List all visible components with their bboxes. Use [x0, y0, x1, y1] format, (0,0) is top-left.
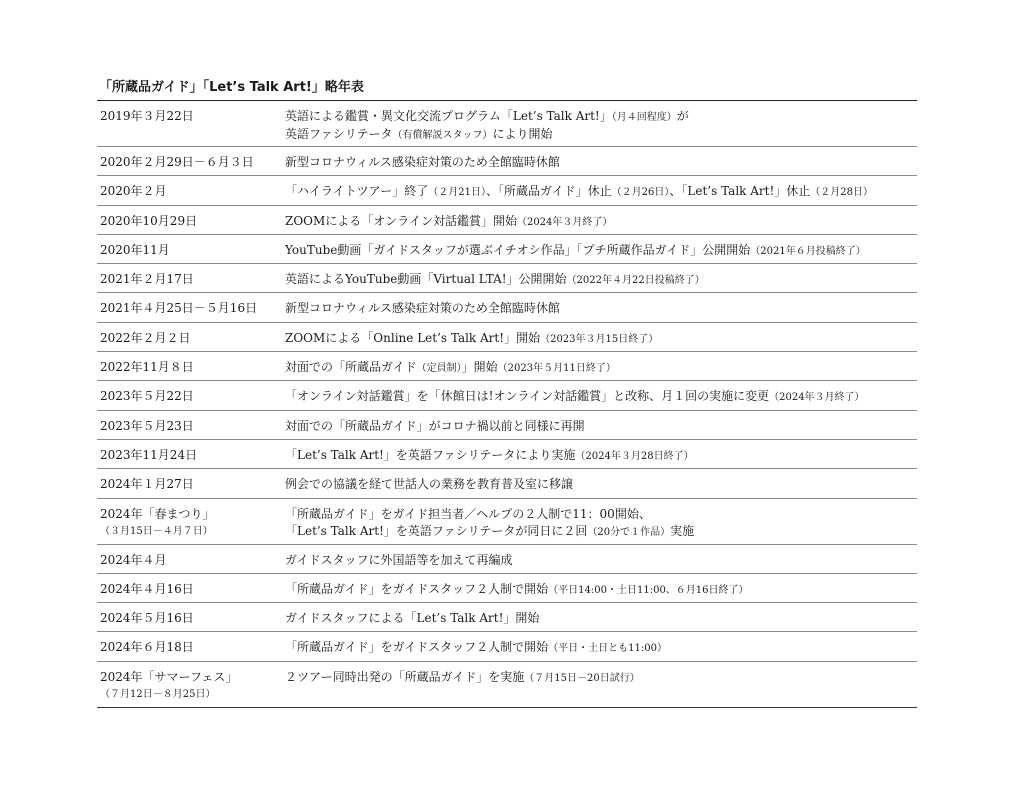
row-date: 2024年５月16日	[100, 611, 194, 626]
row-event: ZOOMによる「Online Let’s Talk Art!」開始（2023年３月15日終了）	[285, 330, 659, 345]
table-row	[97, 499, 917, 545]
row-date: 2024年６月18日	[100, 640, 194, 655]
row-date: 2020年10月29日	[100, 213, 198, 228]
row-date: 2023年５月23日	[100, 418, 194, 433]
row-event: 英語によるYouTube動画「Virtual LTA!」公開開始（2022年４月22日投稿終了）	[285, 272, 705, 287]
table-row	[97, 176, 917, 205]
page-title: 「所蔵品ガイド」「Let’s Talk Art!」略年表	[99, 80, 364, 95]
table-row	[97, 206, 917, 235]
row-date: 2020年２月	[100, 184, 167, 199]
row-date: 2022年２月２日	[100, 330, 191, 345]
row-event: 新型コロナウィルス感染症対策のため全館臨時休館	[285, 301, 560, 316]
row-date: 2020年11月	[100, 242, 170, 257]
chronology-table	[97, 100, 917, 708]
row-event: 例会での協議を経て世話人の業務を教育普及室に移譲	[285, 477, 574, 492]
row-event: 「所蔵品ガイド」をガイドスタッフ２人制で開始（平日14:00・土日11:00、６月16日終了）	[285, 581, 749, 596]
table-row	[97, 545, 917, 574]
row-date: 2022年11月８日	[100, 360, 194, 375]
table-row	[97, 323, 917, 352]
row-event: 対面での「所蔵品ガイド（定員制）」開始（2023年５月11日終了）	[285, 360, 616, 375]
row-event: 「所蔵品ガイド」をガイドスタッフ２人制で開始（平日・土日とも11:00）	[285, 640, 667, 655]
row-event: 新型コロナウィルス感染症対策のため全館臨時休館	[285, 155, 560, 169]
row-event: 「オンライン対話鑑賞」を「休館日は!オンライン対話鑑賞」と改称、月１回の実施に変更（2024年３月終了）	[285, 389, 865, 404]
row-event: 対面での「所蔵品ガイド」がコロナ禍以前と同様に再開	[285, 418, 585, 433]
table-row	[97, 603, 917, 632]
table-row	[97, 411, 917, 440]
table-row	[97, 440, 917, 469]
table-row	[97, 381, 917, 410]
row-date: 2023年５月22日	[100, 389, 194, 404]
table-row	[97, 469, 917, 498]
row-date: 2019年３月22日	[100, 109, 194, 123]
row-event: ZOOMによる「オンライン対話鑑賞」開始（2024年３月終了）	[285, 213, 613, 228]
table-row	[97, 632, 917, 661]
table-row	[97, 352, 917, 381]
row-date: 2021年２月17日	[100, 272, 194, 287]
row-date: 2024年４月	[100, 552, 167, 567]
row-date: 2021年４月25日－５月16日	[100, 301, 258, 316]
row-event: 英語による鑑賞・異文化交流プログラム「Let’s Talk Art!」（月４回程度）が 英語ファシリテータ（有償解説スタッフ）により開始	[285, 109, 689, 141]
row-event: YouTube動画「ガイドスタッフが選ぶイチオシ作品」「プチ所蔵作品ガイド」公開開始（2021年６月投稿終了）	[285, 242, 866, 257]
row-event: 「ハイライトツアー」終了（２月21日）、「所蔵品ガイド」休止（２月26日）、「Let’s Talk Art!」休止（２月28日）	[285, 184, 874, 199]
table-row	[97, 293, 917, 322]
row-event: ２ツアー同時出発の「所蔵品ガイド」を実施（７月15日－20日試行）	[285, 669, 640, 684]
row-event: ガイドスタッフによる「Let’s Talk Art!」開始	[285, 611, 540, 626]
table-row	[97, 147, 917, 176]
row-date: 2024年「春まつり」 （３月15日－４月７日）	[100, 506, 215, 537]
row-event: ガイドスタッフに外国語等を加えて再編成	[285, 552, 513, 567]
row-event: 「所蔵品ガイド」をガイド担当者／ヘルプの２人制で11：00開始、 「Let’s Talk Art!」を英語ファシリテータが同日に２回（20分で１作品）実施	[285, 506, 695, 538]
table-row	[97, 662, 917, 708]
row-date: 2020年２月29日－６月３日	[100, 155, 254, 169]
table-row	[97, 574, 917, 603]
row-date: 2024年４月16日	[100, 581, 194, 596]
row-date: 2023年11月24日	[100, 447, 198, 462]
table-row	[97, 235, 917, 264]
table-row	[97, 101, 917, 147]
row-date: 2024年「サマーフェス」 （７月12日－８月25日）	[100, 669, 238, 700]
row-date: 2024年１月27日	[100, 477, 194, 492]
row-event: 「Let’s Talk Art!」を英語ファシリテータにより実施（2024年３月28日終了）	[285, 447, 694, 462]
table-row	[97, 264, 917, 293]
